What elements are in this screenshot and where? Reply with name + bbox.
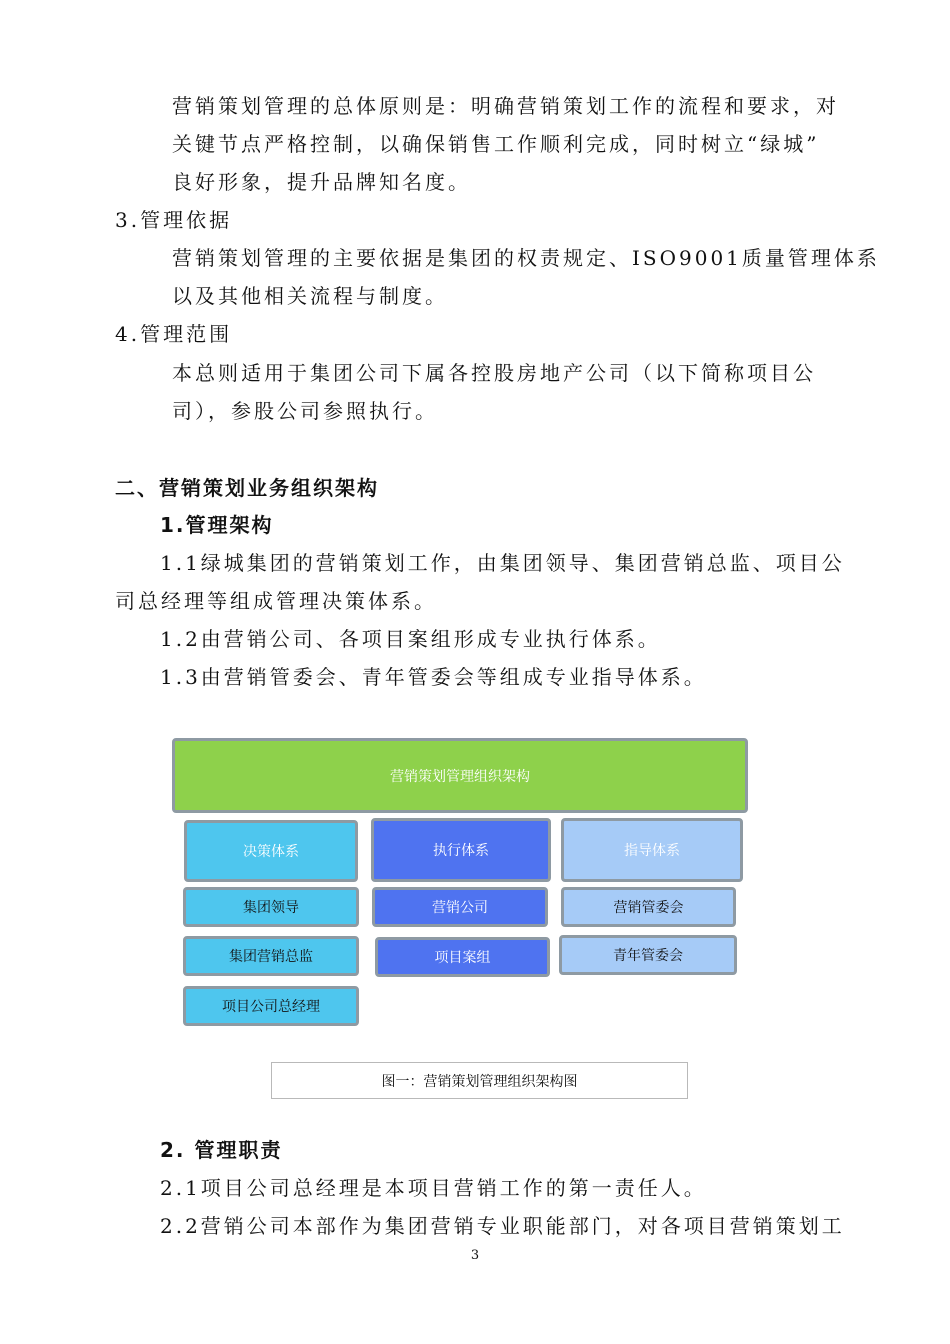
org-node-label: 集团营销总监 (229, 949, 313, 965)
org-node-marketing-director (183, 936, 359, 976)
org-node-project-gm (183, 986, 359, 1026)
guidance-system-header (561, 818, 743, 882)
paragraph-basis-line-1: 营销策划管理的主要依据是集团的权责规定、ISO9001质量管理体系 (172, 246, 880, 270)
org-node-marketing-committee (561, 887, 736, 927)
paragraph-basis-line-2: 以及其他相关流程与制度。 (172, 284, 448, 308)
org-node-youth-committee (559, 935, 737, 975)
org-node-label: 营销管委会 (613, 900, 684, 916)
paragraph-1-1-line-2: 司总经理等组成管理决策体系。 (115, 589, 437, 613)
paragraph-principle-line-2: 关键节点严格控制，以确保销售工作顺利完成，同时树立“绿城” (172, 132, 820, 156)
decision-system-label: 决策体系 (243, 844, 299, 860)
org-node-marketing-company (372, 887, 548, 927)
paragraph-2-1: 2.1项目公司总经理是本项目营销工作的第一责任人。 (160, 1176, 707, 1200)
heading-scope: 4.管理范围 (115, 322, 233, 346)
org-node-label: 营销公司 (432, 900, 488, 916)
paragraph-1-3: 1.3由营销管委会、青年管委会等组成专业指导体系。 (160, 665, 707, 689)
execution-system-header (371, 818, 551, 882)
paragraph-scope-line-2: 司），参股公司参照执行。 (172, 399, 438, 423)
paragraph-principle-line-1: 营销策划管理的总体原则是：明确营销策划工作的流程和要求，对 (172, 94, 839, 118)
org-chart-title: 营销策划管理组织架构 (390, 768, 530, 785)
figure-caption (271, 1062, 688, 1099)
org-node-label: 项目案组 (434, 950, 491, 966)
org-chart-title-box (172, 738, 748, 813)
section-heading: 二、营销策划业务组织架构 (115, 476, 379, 500)
subheading-responsibilities: 2. 管理职责 (160, 1138, 283, 1162)
org-node-project-team (375, 937, 550, 977)
paragraph-principle-line-3: 良好形象，提升品牌知名度。 (172, 170, 471, 194)
org-node-group-leader (183, 887, 359, 927)
guidance-system-label: 指导体系 (624, 843, 680, 859)
paragraph-2-2: 2.2营销公司本部作为集团营销专业职能部门，对各项目营销策划工 (160, 1214, 845, 1238)
paragraph-1-2: 1.2由营销公司、各项目案组形成专业执行体系。 (160, 627, 661, 651)
page-number: 3 (470, 1248, 480, 1263)
heading-basis: 3.管理依据 (115, 208, 233, 232)
org-node-label: 青年管委会 (613, 948, 683, 964)
org-node-label: 集团领导 (243, 900, 299, 916)
execution-system-label: 执行体系 (433, 843, 489, 859)
figure-caption-text: 图一：营销策划管理组织架构图 (381, 1073, 578, 1090)
paragraph-1-1-line-1: 1.1绿城集团的营销策划工作，由集团领导、集团营销总监、项目公 (160, 551, 845, 575)
org-node-label: 项目公司总经理 (222, 999, 320, 1015)
decision-system-header (184, 820, 358, 882)
subheading-structure: 1.管理架构 (160, 513, 274, 537)
paragraph-scope-line-1: 本总则适用于集团公司下属各控股房地产公司（以下简称项目公 (172, 361, 816, 385)
